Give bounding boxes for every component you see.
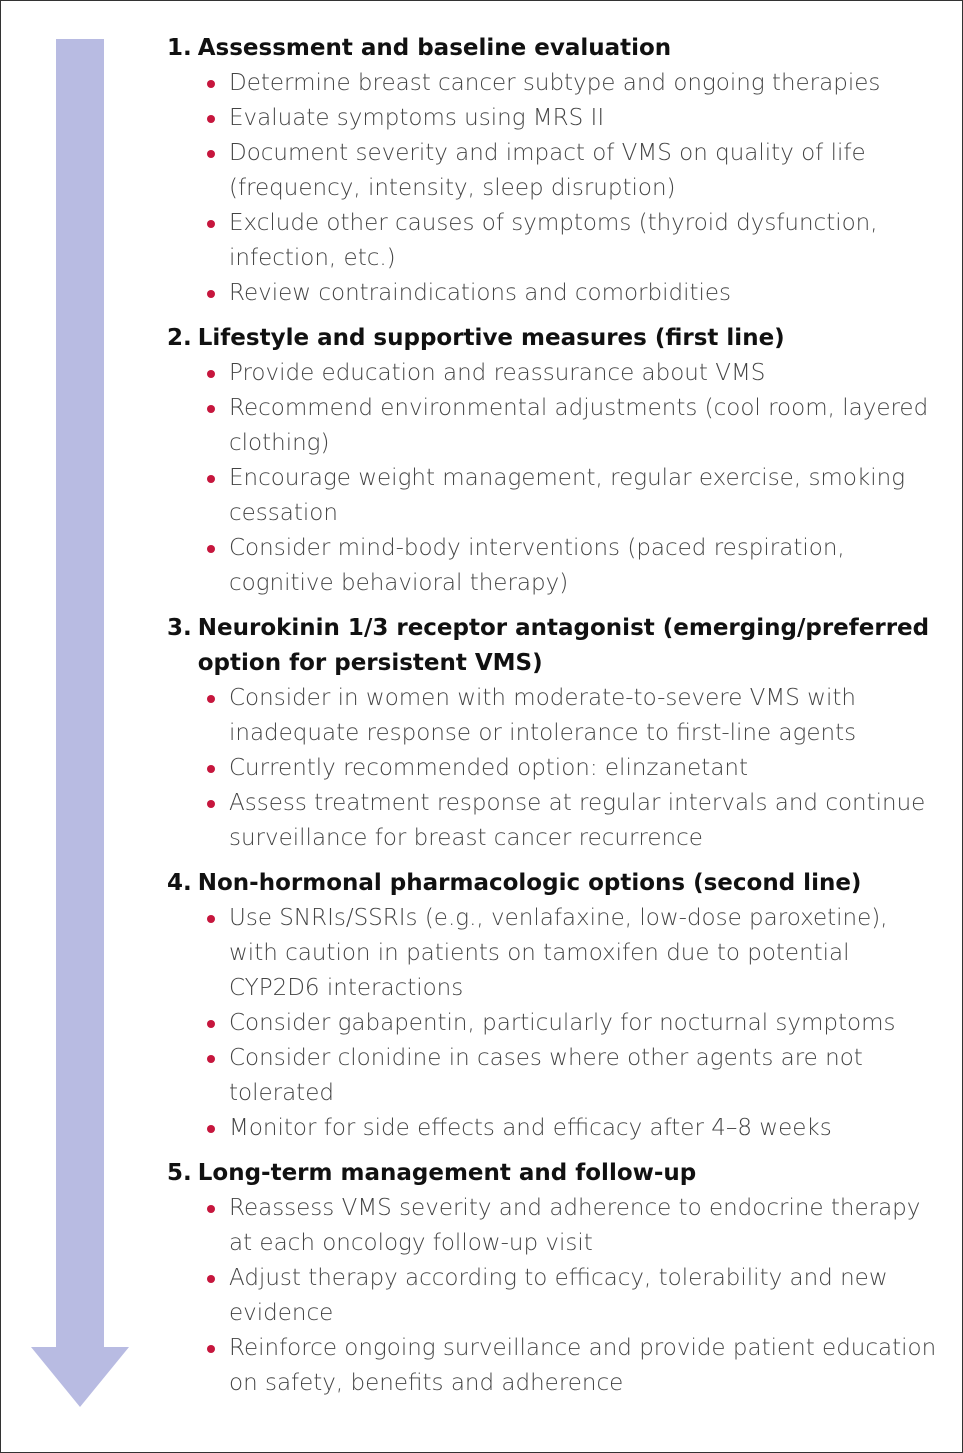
list-item: Consider in women with moderate-to-severe VMS with inadequate response or intolerance to first-line agents <box>205 681 937 751</box>
step-3 <box>167 611 937 856</box>
step-3-heading <box>167 611 937 681</box>
steps-list <box>167 31 937 1411</box>
step-4-title: Non-hormonal pharmacologic options (second line) <box>197 870 862 896</box>
downward-flow-arrow-icon <box>31 39 131 1409</box>
step-3-title: Neurokinin 1/3 receptor antagonist (emerging/preferred option for persistent VMS) <box>197 615 930 676</box>
list-item: Assess treatment response at regular intervals and continue surveillance for breast cancer recurrence <box>205 786 937 856</box>
step-2-title: Lifestyle and supportive measures (first line) <box>197 325 785 351</box>
list-item: Use SNRIs/SSRIs (e.g., venlafaxine, low-dose paroxetine), with caution in patients on tamoxifen due to potential CYP2D6 interactions <box>205 901 937 1006</box>
list-item: Exclude other causes of symptoms (thyroid dysfunction, infection, etc.) <box>205 206 937 276</box>
step-1-number: 1. <box>167 35 192 61</box>
list-item: Recommend environmental adjustments (cool room, layered clothing) <box>205 391 937 461</box>
list-item: Currently recommended option: elinzanetant <box>205 751 937 786</box>
list-item: Review contraindications and comorbidities <box>205 276 937 311</box>
step-1-bullets <box>167 66 937 311</box>
list-item: Provide education and reassurance about VMS <box>205 356 937 391</box>
step-2-number: 2. <box>167 325 192 351</box>
list-item: Reinforce ongoing surveillance and provide patient education on safety, benefits and adherence <box>205 1331 937 1401</box>
step-1 <box>167 31 937 311</box>
list-item: Consider mind-body interventions (paced respiration, cognitive behavioral therapy) <box>205 531 937 601</box>
step-5-heading <box>167 1156 937 1191</box>
step-4-number: 4. <box>167 870 192 896</box>
step-3-bullets <box>167 681 937 856</box>
list-item: Monitor for side effects and efficacy after 4–8 weeks <box>205 1111 937 1146</box>
list-item: Encourage weight management, regular exercise, smoking cessation <box>205 461 937 531</box>
step-2-bullets <box>167 356 937 601</box>
step-4-heading <box>167 866 937 901</box>
step-4-bullets <box>167 901 937 1146</box>
step-4 <box>167 866 937 1146</box>
step-2-heading <box>167 321 937 356</box>
step-5-title: Long-term management and follow-up <box>197 1160 697 1186</box>
list-item: Determine breast cancer subtype and ongoing therapies <box>205 66 937 101</box>
step-1-heading <box>167 31 937 66</box>
list-item: Reassess VMS severity and adherence to endocrine therapy at each oncology follow-up visit <box>205 1191 937 1261</box>
list-item: Evaluate symptoms using MRS II <box>205 101 937 136</box>
step-5 <box>167 1156 937 1401</box>
list-item: Adjust therapy according to efficacy, tolerability and new evidence <box>205 1261 937 1331</box>
step-3-number: 3. <box>167 615 192 641</box>
step-5-bullets <box>167 1191 937 1401</box>
list-item: Document severity and impact of VMS on quality of life (frequency, intensity, sleep disruption) <box>205 136 937 206</box>
list-item: Consider gabapentin, particularly for nocturnal symptoms <box>205 1006 937 1041</box>
step-2 <box>167 321 937 601</box>
step-5-number: 5. <box>167 1160 192 1186</box>
list-item: Consider clonidine in cases where other agents are not tolerated <box>205 1041 937 1111</box>
step-1-title: Assessment and baseline evaluation <box>197 35 672 61</box>
